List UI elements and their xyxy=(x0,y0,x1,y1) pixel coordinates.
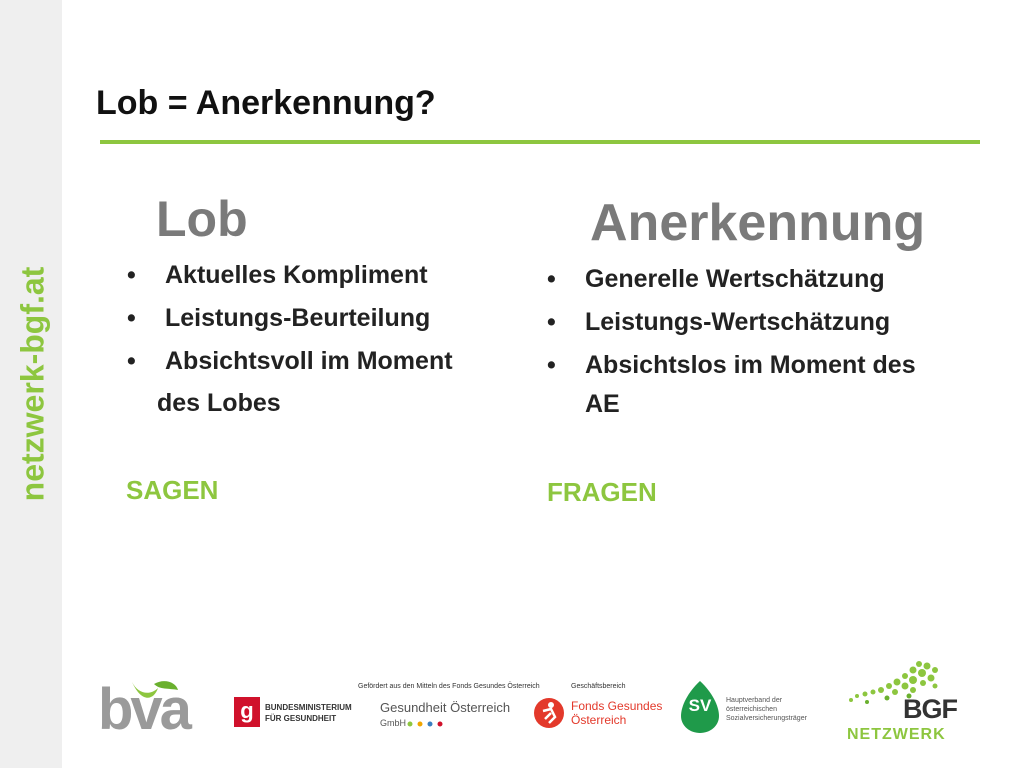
bgf-line1: BGF xyxy=(903,694,957,724)
bullet: • xyxy=(127,347,136,375)
sv-wordmark: SV xyxy=(688,696,712,715)
bmg-line1: BUNDESMINISTERIUM xyxy=(265,703,352,712)
list-item-label: Leistungs-Beurteilung xyxy=(165,304,431,332)
bullet: • xyxy=(547,308,556,336)
list-item-label: Generelle Wertschätzung xyxy=(585,265,885,293)
goeg-line1: Gesundheit Österreich xyxy=(380,700,511,715)
sidebar-url: netzwerk-bgf.at xyxy=(14,266,51,502)
goeg-dots-icon xyxy=(406,720,446,728)
lob-heading: Lob xyxy=(156,191,248,247)
list-item xyxy=(127,254,527,297)
bmg-line2: FÜR GESUNDHEIT xyxy=(265,714,337,723)
list-item xyxy=(547,344,987,387)
list-item xyxy=(127,297,527,340)
division-note: Geschäftsbereich xyxy=(571,683,626,690)
anerkennung-verb: FRAGEN xyxy=(547,477,657,507)
bmg-logo xyxy=(234,697,364,729)
fgoe-figure-icon xyxy=(533,697,565,729)
funded-note: Gefördert aus den Mitteln des Fonds Gesundes Österreich xyxy=(358,683,540,690)
lob-list xyxy=(127,254,527,383)
anerkennung-list xyxy=(547,258,987,387)
list-item xyxy=(547,258,987,301)
bmg-g-icon: g xyxy=(234,697,260,727)
fgoe-logo xyxy=(533,683,663,733)
bullet: • xyxy=(127,261,136,289)
goeg-logo xyxy=(358,683,540,733)
title-divider xyxy=(100,140,980,144)
sv-logo xyxy=(680,680,820,736)
slide-title: Lob = Anerkennung? xyxy=(96,84,436,122)
lob-verb: SAGEN xyxy=(126,475,219,505)
anerkennung-continuation: AE xyxy=(585,390,620,418)
list-item-label: Absichtslos im Moment des xyxy=(585,351,916,379)
hvb-line1: Hauptverband der xyxy=(726,697,783,704)
bullet: • xyxy=(127,304,136,332)
anerkennung-heading: Anerkennung xyxy=(590,194,926,252)
list-item xyxy=(547,301,987,344)
list-item-label: Aktuelles Kompliment xyxy=(165,261,428,289)
list-item xyxy=(127,340,527,383)
list-item-label: Absichtsvoll im Moment xyxy=(165,347,453,375)
hvb-line2: österreichischen xyxy=(726,706,777,713)
footer-logos xyxy=(0,650,1024,768)
bva-wordmark: bva xyxy=(98,677,189,742)
fgoe-line1: Fonds Gesundes xyxy=(571,699,663,713)
bgf-line2: NETZWERK xyxy=(847,726,946,743)
bullet: • xyxy=(547,351,556,379)
lob-continuation: des Lobes xyxy=(157,389,281,417)
bgf-netzwerk-logo xyxy=(845,658,975,750)
fgoe-line2: Österreich xyxy=(571,713,627,727)
bva-logo xyxy=(98,677,208,742)
hvb-line3: Sozialversicherungsträger xyxy=(726,715,807,722)
list-item-label: Leistungs-Wertschätzung xyxy=(585,308,891,336)
goeg-line2: GmbH xyxy=(380,718,407,728)
bullet: • xyxy=(547,265,556,293)
